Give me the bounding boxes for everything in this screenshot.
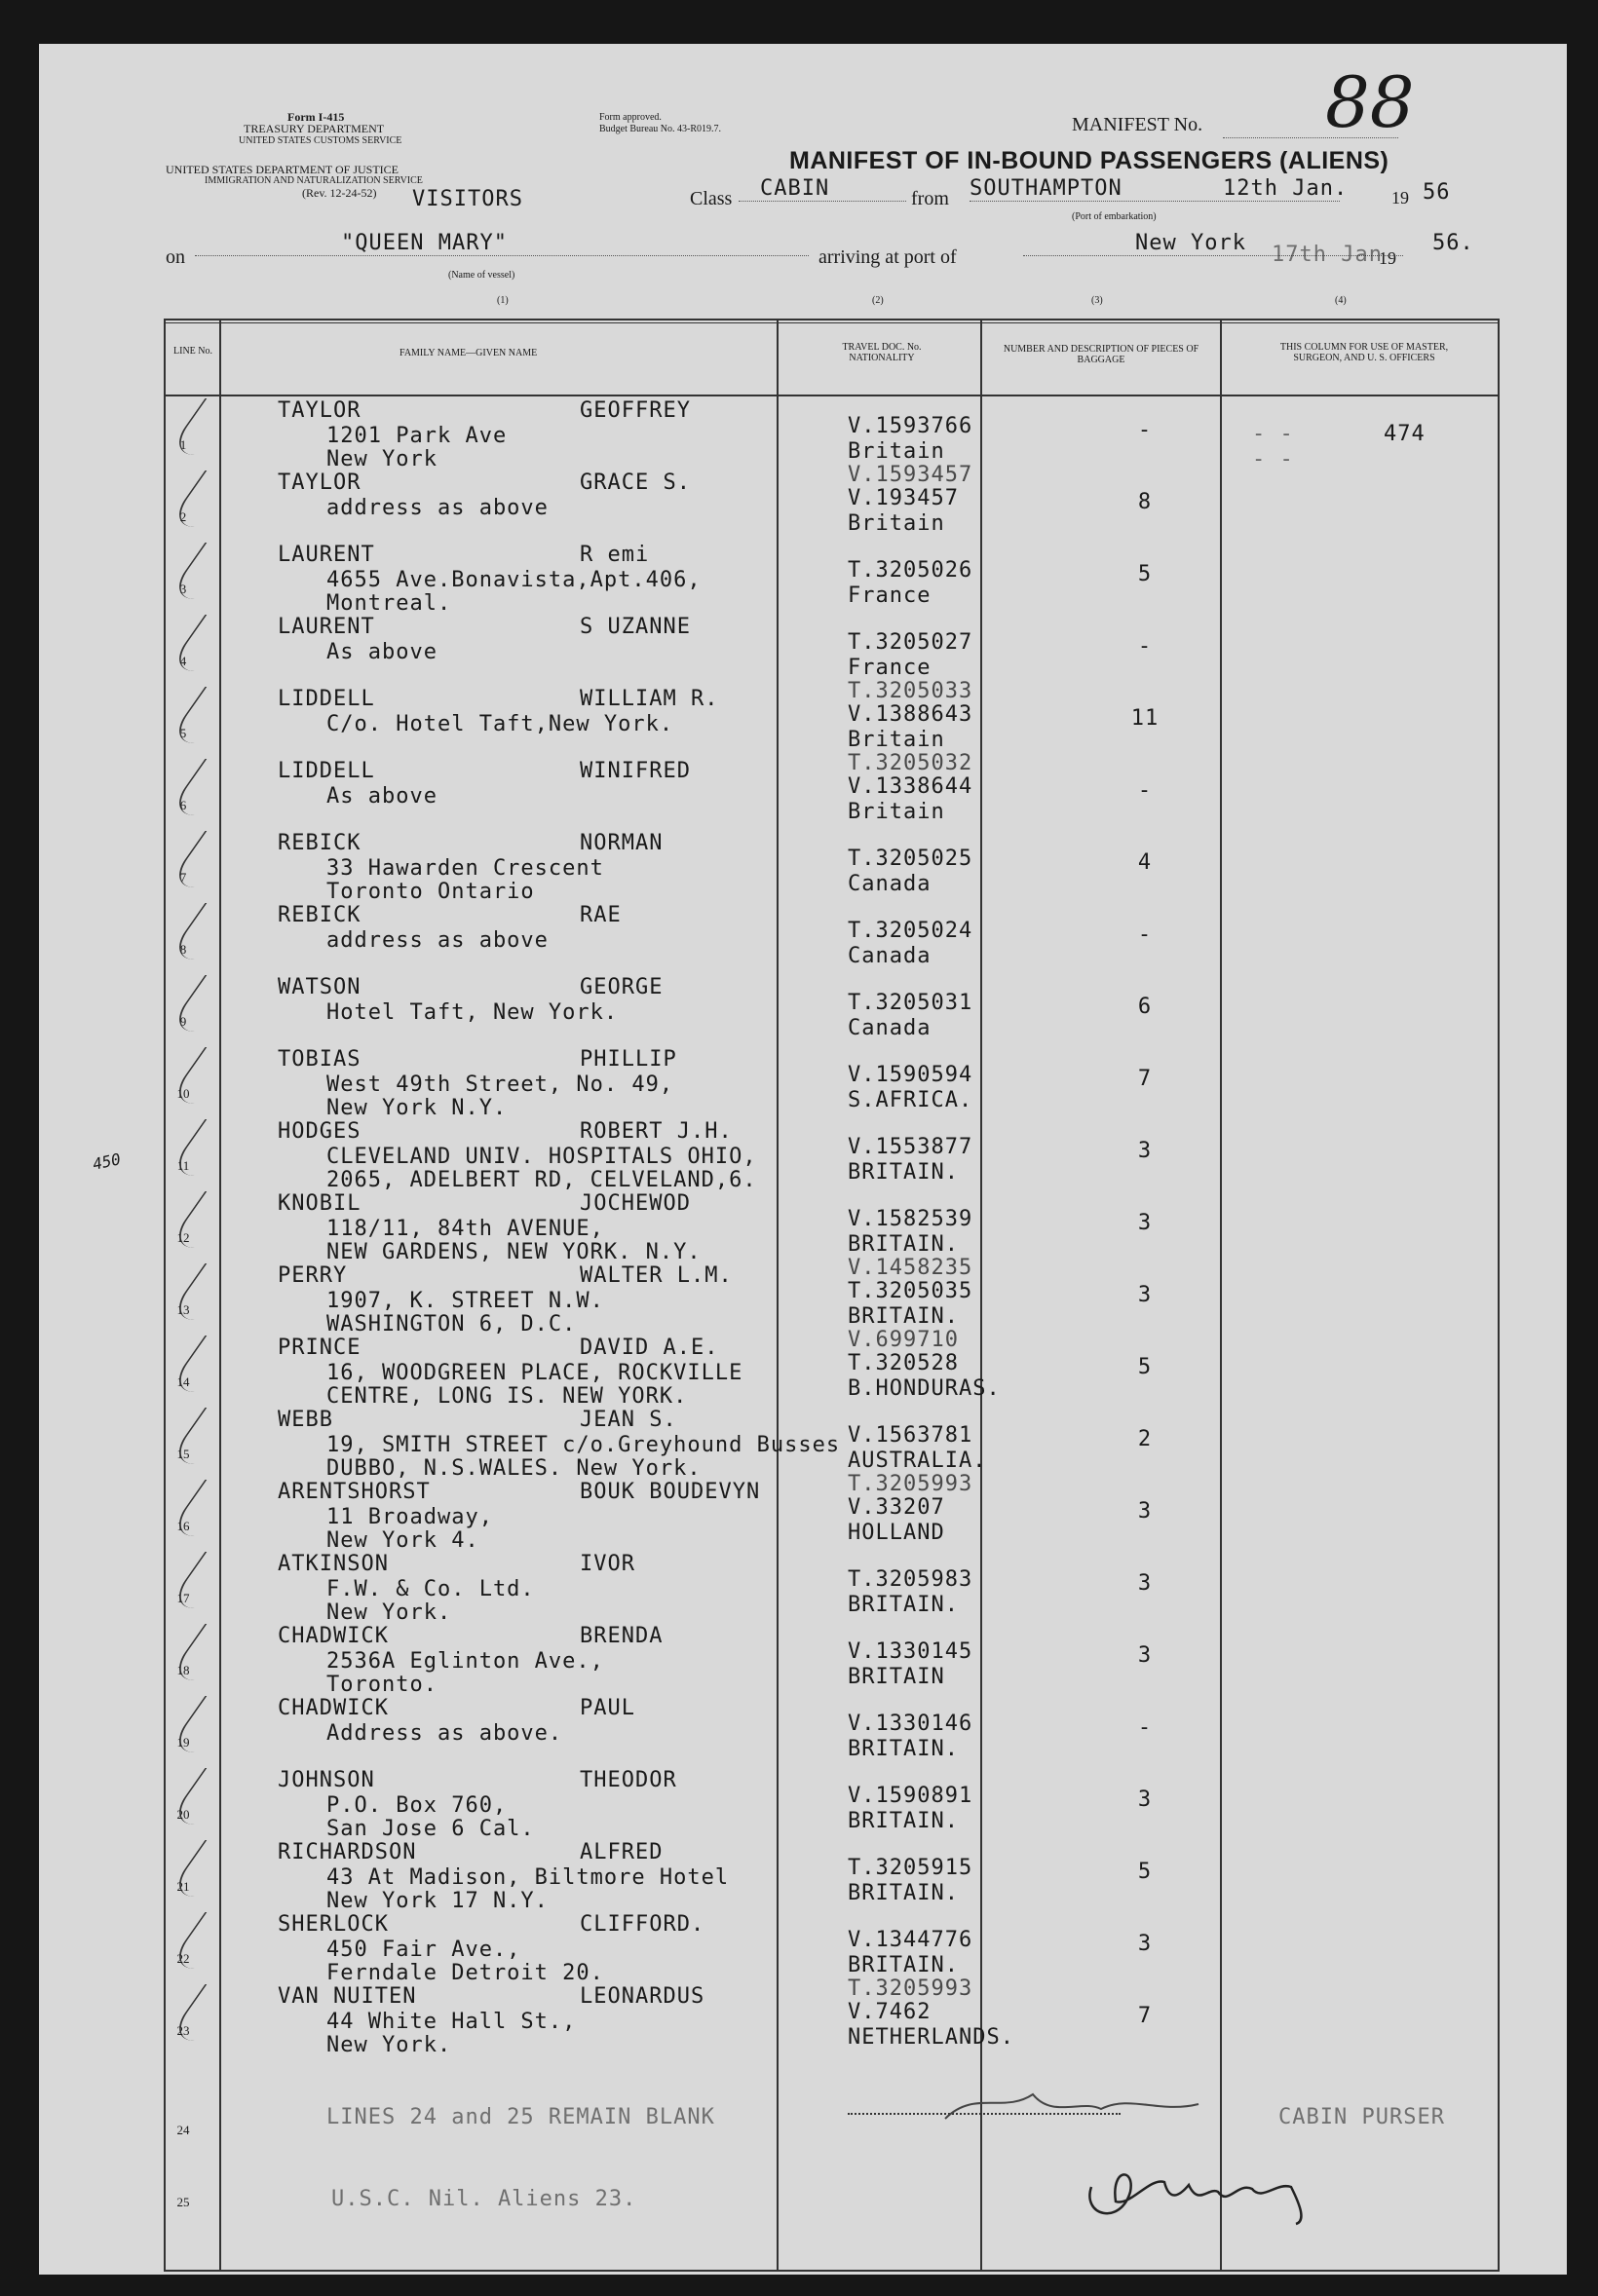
- address-line-1: As above: [326, 784, 438, 809]
- address-line-2: New York N.Y.: [326, 1096, 508, 1120]
- table-row: [175, 1976, 1496, 2057]
- table-row: [175, 395, 1496, 471]
- table-row: [175, 1620, 1496, 1697]
- family-name: WATSON: [278, 975, 361, 999]
- line-number: 15: [176, 1447, 190, 1461]
- from-label: from: [911, 188, 949, 209]
- purser-title: CABIN PURSER: [1278, 2105, 1445, 2129]
- address-line-1: 4655 Ave.Bonavista,Apt.406,: [326, 568, 702, 592]
- travel-doc: V.1338644: [848, 774, 973, 799]
- dept-immigration: IMMIGRATION AND NATURALIZATION SERVICE: [205, 175, 423, 186]
- line-number: 23: [176, 2023, 190, 2038]
- nationality: Britain: [848, 439, 945, 464]
- family-name: WEBB: [278, 1408, 333, 1432]
- family-name: ATKINSON: [278, 1552, 389, 1576]
- vessel-name: "QUEEN MARY": [195, 231, 809, 256]
- given-name: GEORGE: [580, 975, 664, 999]
- baggage-count: 3: [1137, 1139, 1153, 1163]
- address-line-2: NEW GARDENS, NEW YORK. N.Y.: [326, 1240, 702, 1264]
- table-row: [175, 463, 1496, 539]
- nationality: Britain: [848, 800, 945, 824]
- family-name: REBICK: [278, 903, 361, 927]
- dept-justice: UNITED STATES DEPARTMENT OF JUSTICE: [166, 163, 400, 176]
- nationality: Britain: [848, 728, 945, 752]
- given-name: JOCHEWOD: [580, 1191, 691, 1216]
- officer-mark: - -: [1252, 447, 1294, 471]
- travel-doc: T.3205031: [848, 991, 973, 1015]
- line-number: 16: [176, 1519, 190, 1533]
- given-name: WINIFRED: [580, 759, 691, 783]
- margin-note: 450: [91, 1149, 123, 1174]
- address-line-1: As above: [326, 640, 438, 664]
- family-name: REBICK: [278, 831, 361, 855]
- travel-doc: V.1330146: [848, 1712, 973, 1736]
- address-line-1: West 49th Street, No. 49,: [326, 1073, 674, 1097]
- nationality: HOLLAND: [848, 1521, 945, 1545]
- nationality: France: [848, 583, 932, 608]
- travel-doc: V.1344776: [848, 1928, 973, 1952]
- col-num-3: (3): [1091, 295, 1103, 306]
- address-line-1: C/o. Hotel Taft,New York.: [326, 712, 674, 736]
- col-header-baggage: NUMBER AND DESCRIPTION OF PIECES OF BAGGAGE: [1003, 344, 1199, 365]
- family-name: PRINCE: [278, 1336, 361, 1360]
- address-line-1: P.O. Box 760,: [326, 1793, 508, 1818]
- given-name: S UZANNE: [580, 615, 691, 639]
- table-row: [175, 539, 1496, 616]
- travel-doc-secondary: T.3205033: [848, 679, 973, 703]
- address-line-2: DUBBO, N.S.WALES. New York.: [326, 1456, 702, 1481]
- table-row: [175, 1187, 1496, 1264]
- col-header-line: LINE No.: [173, 346, 212, 357]
- officer-note: 474: [1384, 422, 1426, 446]
- address-line-2: WASHINGTON 6, D.C.: [326, 1312, 577, 1336]
- family-name: LAURENT: [278, 615, 375, 639]
- year-label: 19: [1391, 188, 1409, 207]
- address-line-1: 43 At Madison, Biltmore Hotel: [326, 1865, 730, 1890]
- travel-doc-secondary: T.3205993: [848, 1976, 973, 2001]
- table-row: [175, 899, 1496, 971]
- given-name: BOUK BOUDEVYN: [580, 1480, 761, 1504]
- on-label: on: [166, 246, 185, 268]
- nationality: BRITAIN.: [848, 1809, 959, 1833]
- address-line-1: address as above: [326, 496, 549, 520]
- col-num-1: (1): [497, 295, 509, 306]
- table-row: [175, 1328, 1496, 1409]
- address-line-2: CENTRE, LONG IS. NEW YORK.: [326, 1384, 688, 1409]
- line-number: 5: [179, 726, 187, 740]
- family-name: TOBIAS: [278, 1047, 361, 1072]
- baggage-count: 3: [1137, 1571, 1153, 1596]
- col-header-officers: THIS COLUMN FOR USE OF MASTER, SURGEON, AND U. S. OFFICERS: [1279, 342, 1449, 363]
- line-number: 13: [176, 1302, 190, 1317]
- nationality: BRITAIN: [848, 1665, 945, 1689]
- travel-doc: T.3205027: [848, 630, 973, 655]
- given-name: BRENDA: [580, 1624, 664, 1648]
- given-name: THEODOR: [580, 1768, 677, 1792]
- address-line-1: 16, WOODGREEN PLACE, ROCKVILLE: [326, 1361, 743, 1385]
- baggage-count: 2: [1137, 1427, 1153, 1451]
- table-row: [175, 751, 1496, 827]
- arriving-label: arriving at port of: [818, 246, 957, 268]
- nationality: NETHERLANDS.: [848, 2025, 1014, 2050]
- baggage-count: 5: [1137, 1860, 1153, 1884]
- col-header-name: FAMILY NAME—GIVEN NAME: [400, 348, 538, 358]
- dept-customs: UNITED STATES CUSTOMS SERVICE: [239, 135, 402, 146]
- travel-doc: V.1330145: [848, 1639, 973, 1664]
- address-line-1: 1907, K. STREET N.W.: [326, 1289, 604, 1313]
- travel-doc: T.3205024: [848, 919, 973, 943]
- travel-doc: V.33207: [848, 1495, 945, 1520]
- family-name: HODGES: [278, 1119, 361, 1144]
- travel-doc: V.1590594: [848, 1063, 973, 1087]
- manifest-no-handwritten: 88: [1325, 61, 1415, 143]
- class-value: CABIN: [739, 176, 906, 202]
- line-number: 2: [179, 509, 187, 524]
- travel-doc: V.1590891: [848, 1784, 973, 1808]
- travel-doc: T.3205025: [848, 847, 973, 871]
- address-line-1: 2536A Eglinton Ave.,: [326, 1649, 604, 1674]
- given-name: LEONARDUS: [580, 1984, 705, 2009]
- baggage-count: 7: [1137, 2004, 1153, 2028]
- travel-doc: V.1563781: [848, 1423, 973, 1448]
- given-name: NORMAN: [580, 831, 664, 855]
- family-name: CHADWICK: [278, 1624, 389, 1648]
- line-number: 12: [176, 1230, 190, 1245]
- line-number: 19: [176, 1735, 190, 1750]
- table-row: [175, 611, 1496, 683]
- address-line-2: Montreal.: [326, 591, 452, 616]
- address-line-1: 11 Broadway,: [326, 1505, 493, 1529]
- line-number: 20: [176, 1807, 190, 1822]
- baggage-count: 5: [1137, 1355, 1153, 1379]
- baggage-count: -: [1137, 922, 1153, 947]
- family-name: KNOBIL: [278, 1191, 361, 1216]
- address-line-1: 118/11, 84th AVENUE,: [326, 1217, 604, 1241]
- family-name: RICHARDSON: [278, 1840, 417, 1864]
- aliens-count-note: U.S.C. Nil. Aliens 23.: [331, 2187, 637, 2211]
- baggage-count: 11: [1130, 706, 1160, 731]
- arrival-date: 17th Jan: [1272, 243, 1383, 267]
- table-row: [175, 1404, 1496, 1481]
- family-name: TAYLOR: [278, 470, 361, 495]
- revision-date: (Rev. 12-24-52): [302, 186, 377, 200]
- col-header-doc: TRAVEL DOC. No. NATIONALITY: [842, 342, 922, 363]
- blank-lines-note: LINES 24 and 25 REMAIN BLANK: [326, 2105, 715, 2129]
- line-number: 9: [179, 1014, 187, 1029]
- line-number: 7: [179, 870, 187, 885]
- visitors-stamp: VISITORS: [412, 187, 523, 211]
- line-number: 6: [179, 798, 187, 812]
- family-name: LAURENT: [278, 543, 375, 567]
- line-number: 8: [179, 942, 187, 957]
- line-number: 14: [176, 1374, 190, 1389]
- family-name: TAYLOR: [278, 398, 361, 423]
- manifest-no-label: MANIFEST No.: [1072, 114, 1203, 135]
- table-row-24: [175, 2080, 1496, 2152]
- nationality: France: [848, 656, 932, 680]
- nationality: BRITAIN.: [848, 1232, 959, 1257]
- given-name: ROBERT J.H.: [580, 1119, 733, 1144]
- table-row: [175, 679, 1496, 755]
- nationality: B.HONDURAS.: [848, 1376, 1001, 1401]
- manifest-page: [39, 44, 1567, 2275]
- given-name: JEAN S.: [580, 1408, 677, 1432]
- baggage-count: -: [1137, 418, 1153, 442]
- baggage-count: 3: [1137, 1788, 1153, 1812]
- baggage-count: -: [1137, 634, 1153, 659]
- table-row: [175, 1692, 1496, 1764]
- travel-doc: V.7462: [848, 2000, 932, 2024]
- line-number: 4: [179, 654, 187, 668]
- given-name: GRACE S.: [580, 470, 691, 495]
- address-line-1: CLEVELAND UNIV. HOSPITALS OHIO,: [326, 1145, 757, 1169]
- baggage-count: -: [1137, 1715, 1153, 1740]
- nationality: BRITAIN.: [848, 1953, 959, 1977]
- arriving-port: New York: [1023, 231, 1403, 256]
- table-row: [175, 827, 1496, 904]
- address-line-2: Ferndale Detroit 20.: [326, 1961, 604, 1985]
- arrival-year-label: 19: [1379, 248, 1396, 268]
- table-row: [175, 1836, 1496, 1913]
- line-number: 11: [176, 1158, 190, 1173]
- officer-mark: - -: [1252, 422, 1294, 446]
- baggage-count: 8: [1137, 490, 1153, 514]
- travel-doc: T.3205026: [848, 558, 973, 583]
- travel-doc: V.1388643: [848, 702, 973, 727]
- line-number: 22: [176, 1951, 190, 1966]
- travel-doc: T.3205983: [848, 1567, 973, 1592]
- travel-doc-secondary: T.3205993: [848, 1472, 973, 1496]
- nationality: BRITAIN.: [848, 1160, 959, 1185]
- address-line-2: 2065, ADELBERT RD, CELVELAND,6.: [326, 1168, 757, 1192]
- class-label: Class: [690, 188, 733, 209]
- address-line-2: New York: [326, 447, 438, 471]
- travel-doc-secondary: V.699710: [848, 1328, 959, 1352]
- table-row: [175, 1043, 1496, 1120]
- address-line-2: New York.: [326, 1600, 452, 1625]
- nationality: BRITAIN.: [848, 1593, 959, 1617]
- address-line-1: Address as above.: [326, 1721, 563, 1746]
- address-line-2: New York 4.: [326, 1528, 479, 1553]
- family-name: VAN NUITEN: [278, 1984, 417, 2009]
- line-number: 17: [176, 1591, 190, 1605]
- nationality: BRITAIN.: [848, 1881, 959, 1905]
- address-line-2: San Jose 6 Cal.: [326, 1817, 535, 1841]
- given-name: ALFRED: [580, 1840, 664, 1864]
- baggage-count: 3: [1137, 1643, 1153, 1668]
- budget-bureau: Budget Bureau No. 43-R019.7.: [599, 124, 721, 134]
- vessel-caption: (Name of vessel): [448, 270, 515, 281]
- nationality: Britain: [848, 511, 945, 536]
- form-number: Form I-415: [287, 110, 345, 124]
- table-row: [175, 1256, 1496, 1336]
- given-name: WILLIAM R.: [580, 687, 719, 711]
- travel-doc: T.3205915: [848, 1856, 973, 1880]
- from-value: SOUTHAMPTON: [970, 176, 1340, 202]
- year-value: 56: [1423, 180, 1451, 205]
- given-name: PHILLIP: [580, 1047, 677, 1072]
- nationality: BRITAIN.: [848, 1304, 959, 1329]
- port-embark-caption: (Port of embarkation): [1072, 211, 1157, 222]
- nationality: Canada: [848, 944, 932, 968]
- given-name: WALTER L.M.: [580, 1263, 733, 1288]
- travel-doc-secondary: V.1458235: [848, 1256, 973, 1280]
- travel-doc: T.320528: [848, 1351, 959, 1375]
- given-name: IVOR: [580, 1552, 635, 1576]
- travel-doc: V.1582539: [848, 1207, 973, 1231]
- family-name: LIDDELL: [278, 687, 375, 711]
- baggage-count: 5: [1137, 562, 1153, 586]
- baggage-count: 7: [1137, 1067, 1153, 1091]
- given-name: R emi: [580, 543, 650, 567]
- address-line-1: 44 White Hall St.,: [326, 2010, 577, 2034]
- table-row: [175, 1764, 1496, 1841]
- family-name: PERRY: [278, 1263, 348, 1288]
- family-name: SHERLOCK: [278, 1912, 389, 1937]
- travel-doc-secondary: V.1593457: [848, 463, 973, 487]
- line-number: 25: [176, 2195, 190, 2209]
- baggage-count: 3: [1137, 1499, 1153, 1524]
- dept-treasury: TREASURY DEPARTMENT: [244, 122, 385, 135]
- line-number: 3: [179, 582, 187, 596]
- table-row: [175, 1115, 1496, 1192]
- travel-doc: V.1553877: [848, 1135, 973, 1159]
- address-line-2: New York 17 N.Y.: [326, 1889, 549, 1913]
- table-row: [175, 971, 1496, 1043]
- address-line-1: F.W. & Co. Ltd.: [326, 1577, 535, 1601]
- address-line-2: New York.: [326, 2033, 452, 2057]
- manifest-title: MANIFEST OF IN-BOUND PASSENGERS (ALIENS): [789, 147, 1389, 174]
- table-row: [175, 1908, 1496, 1985]
- family-name: ARENTSHORST: [278, 1480, 431, 1504]
- nationality: Canada: [848, 872, 932, 896]
- arrival-year: 56.: [1432, 231, 1474, 255]
- table-row: [175, 1548, 1496, 1625]
- line-number: 24: [176, 2123, 190, 2137]
- address-line-1: 33 Hawarden Crescent: [326, 856, 604, 881]
- line-number: 21: [176, 1879, 190, 1894]
- col-num-2: (2): [872, 295, 884, 306]
- baggage-count: 3: [1137, 1932, 1153, 1956]
- travel-doc: V.1593766: [848, 414, 973, 438]
- line-number: 10: [176, 1086, 190, 1101]
- line-number: 18: [176, 1663, 190, 1677]
- given-name: GEOFFREY: [580, 398, 691, 423]
- baggage-count: 4: [1137, 850, 1153, 875]
- address-line-1: 1201 Park Ave: [326, 424, 508, 448]
- table-row: [175, 1472, 1496, 1553]
- nationality: BRITAIN.: [848, 1737, 959, 1761]
- baggage-count: 3: [1137, 1211, 1153, 1235]
- line-number: 1: [179, 437, 187, 452]
- embark-date: 12th Jan.: [1223, 176, 1349, 201]
- family-name: LIDDELL: [278, 759, 375, 783]
- nationality: S.AFRICA.: [848, 1088, 973, 1112]
- travel-doc-secondary: T.3205032: [848, 751, 973, 775]
- purser-signature-upper: [935, 2080, 1247, 2128]
- given-name: DAVID A.E.: [580, 1336, 719, 1360]
- baggage-count: 3: [1137, 1283, 1153, 1307]
- family-name: JOHNSON: [278, 1768, 375, 1792]
- travel-doc: V.193457: [848, 486, 959, 510]
- address-line-1: Hotel Taft, New York.: [326, 1000, 619, 1025]
- baggage-count: -: [1137, 778, 1153, 803]
- address-line-1: 19, SMITH STREET c/o.Greyhound Busses: [326, 1433, 841, 1457]
- address-line-1: address as above: [326, 928, 549, 953]
- travel-doc: T.3205035: [848, 1279, 973, 1303]
- address-line-2: Toronto Ontario: [326, 880, 535, 904]
- purser-signature: [1072, 2148, 1364, 2226]
- address-line-1: 450 Fair Ave.,: [326, 1938, 521, 1962]
- baggage-count: 6: [1137, 995, 1153, 1019]
- nationality: AUSTRALIA.: [848, 1449, 987, 1473]
- given-name: PAUL: [580, 1696, 635, 1720]
- address-line-2: Toronto.: [326, 1673, 438, 1697]
- given-name: RAE: [580, 903, 622, 927]
- col-num-4: (4): [1335, 295, 1347, 306]
- family-name: CHADWICK: [278, 1696, 389, 1720]
- nationality: Canada: [848, 1016, 932, 1040]
- given-name: CLIFFORD.: [580, 1912, 705, 1937]
- form-approved: Form approved.: [599, 112, 662, 123]
